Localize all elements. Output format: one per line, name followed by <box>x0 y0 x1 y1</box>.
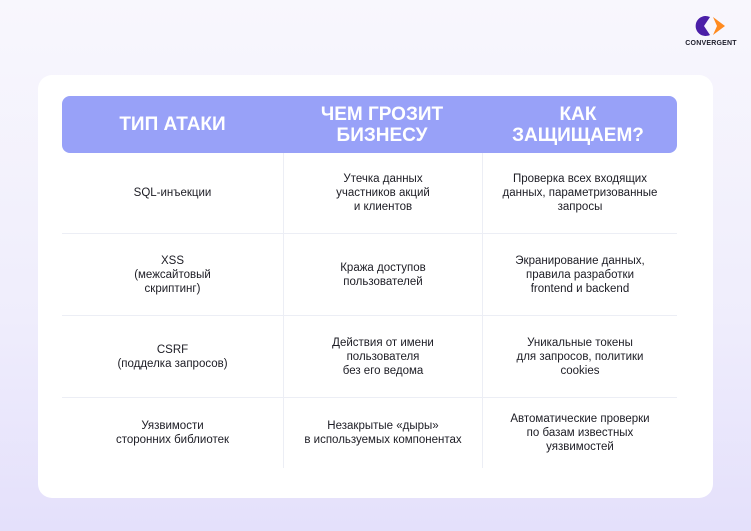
cell-attack-type: Уязвимости сторонних библиотек <box>115 420 230 446</box>
cell-attack-type: SQL-инъекции <box>133 187 212 199</box>
table-header <box>62 96 677 153</box>
logo-icon <box>691 14 731 38</box>
cell-defense: Проверка всех входящих данных, параметризованные запросы <box>502 173 658 213</box>
attack-table-card <box>38 75 713 498</box>
cell-defense: Уникальные токены для запросов, политики cookies <box>516 336 644 377</box>
cell-threat: Незакрытые «дыры» в используемых компонентах <box>283 398 483 468</box>
table-row <box>62 316 677 398</box>
cell-threat: Кража доступов пользователей <box>283 234 483 315</box>
cell-defense: Автоматические проверки по базам известных уязвимостей <box>510 413 650 453</box>
cell-attack-type: XSS (межсайтовый скриптинг) <box>134 254 211 295</box>
cell-attack-type: CSRF (подделка запросов) <box>117 343 228 370</box>
convergent-logo <box>678 14 744 47</box>
logo-text: CONVERGENT <box>685 40 737 47</box>
cell-threat: Действия от имени пользователя без его ведома <box>283 316 483 397</box>
table-row <box>62 153 677 234</box>
table-row <box>62 234 677 316</box>
header-business-threat: ЧЕМ ГРОЗИТ БИЗНЕСУ <box>320 103 444 146</box>
header-attack-type: ТИП АТАКИ <box>119 114 226 135</box>
header-protection: КАК ЗАЩИЩАЕМ? <box>512 103 644 146</box>
table-body <box>62 153 677 468</box>
cell-defense: Экранирование данных, правила разработки frontend и backend <box>515 254 645 295</box>
cell-threat: Утечка данных участников акций и клиентов <box>283 153 483 233</box>
table-row <box>62 398 677 468</box>
